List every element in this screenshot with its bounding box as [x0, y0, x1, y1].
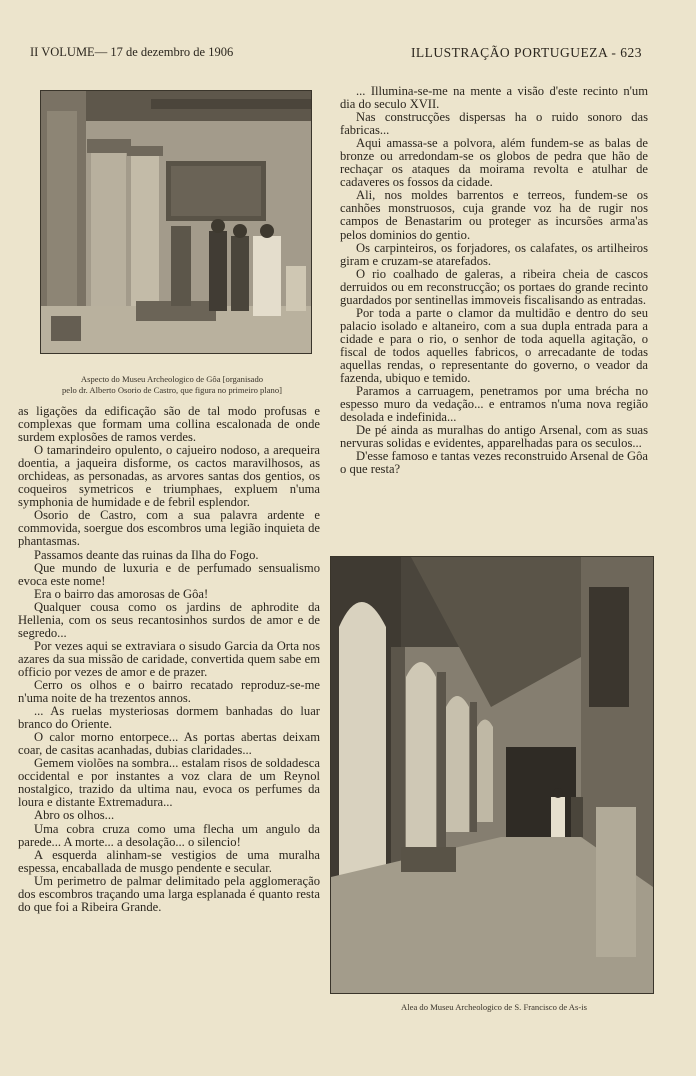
- paragraph: Aqui amassa-se a polvora, além fundem-se as balas de bronze ou arredondam-se os globos de pedra que hão de rechaçar os ataques da moirama revolta e atulhar de cadaveres os fossos da cidade.: [340, 136, 648, 190]
- paragraph: Gemem violões na sombra... estalam risos de soldadesca occidental e por instantes a voz clara de um Reynol nostalgico, trazido da ultima nau, evoca os perfumes da loura e distante Extremadura...: [18, 756, 320, 810]
- museum-interior-photo: [40, 90, 312, 354]
- paragraph: D'esse famoso e tantas vezes reconstruido Arsenal de Gôa o que resta?: [340, 449, 648, 477]
- paragraph: Osorio de Castro, com a sua palavra ardente e commovida, soergue dos escombros uma legião inquieta de phantasmas.: [18, 508, 320, 549]
- paragraph: Uma cobra cruza como uma flecha um angulo da parede... A morte... a desolação... o silencio!: [18, 821, 320, 849]
- paragraph: A esquerda alinham-se vestigios de uma muralha espessa, encaballada de musgo pendente e secular.: [18, 847, 320, 875]
- paragraph: O rio coalhado de galeras, a ribeira cheia de cascos derruidos ou em reconstrucção; os portaes do grande recinto guardados por sentinellas immoveis fiscalisando as entradas.: [340, 266, 648, 307]
- paragraph: ... As ruelas mysteriosas dormem banhadas do luar branco do Oriente.: [18, 704, 320, 732]
- bottom-photo-caption: Alea do Museu Archeologico de S. Francisco de As-is: [401, 1002, 587, 1012]
- article-right-column: [340, 85, 648, 476]
- paragraph: ... Illumina-se-me na mente a visão d'este recinto n'um dia do seculo XVII.: [340, 84, 648, 112]
- page-header: [30, 45, 642, 65]
- paragraph: Os carpinteiros, os forjadores, os calafates, os artilheiros giram e cruzam-se atarefados.: [340, 240, 648, 268]
- top-caption-line-2: pelo dr. Alberto Osorio de Castro, que figura no primeiro plano]: [61, 385, 283, 395]
- top-caption-line-1: Aspecto do Museu Archeologico de Gôa [organisado: [80, 374, 264, 384]
- magazine-title-page-number: ILLUSTRAÇÃO PORTUGUEZA - 623: [410, 45, 642, 60]
- arcade-gallery-image: [331, 557, 653, 993]
- paragraph: Passamos deante das ruinas da Ilha do Fogo.: [34, 547, 259, 562]
- paragraph: Que mundo de luxuria e de perfumado sensualismo evoca este nome!: [18, 560, 320, 588]
- paragraph: Cerro os olhos e o bairro recatado reproduz-se-me n'uma noite de ha trezentos annos.: [18, 677, 320, 706]
- paragraph: Paramos a carruagem, penetramos por uma brécha no espesso muro da vedação... e entramos n'uma nova região desolada e indefinida...: [340, 384, 648, 425]
- top-photo-caption: [18, 374, 326, 396]
- paragraph: Nas construcções dispersas ha o ruido sonoro das fabricas...: [340, 110, 648, 138]
- paragraph: O calor morno entorpece... As portas abertas deixam coar, de casitas acanhadas, dubias claridades...: [18, 730, 320, 758]
- arcade-gallery-photo: [330, 556, 654, 994]
- paragraph: Por vezes aqui se extraviara o sisudo Garcia da Orta nos azares da sua missão de caridade, convertida quem sabe em officio por vezes de amor e de prazer.: [18, 638, 320, 679]
- article-left-column: [18, 405, 320, 914]
- paragraph: Um perimetro de palmar delimitado pela agglomeração dos escombros traçando uma larga esplanada é quanto resta do que foi a Ribeira Grande.: [18, 873, 320, 914]
- volume-date: II VOLUME— 17 de dezembro de 1906: [30, 45, 234, 59]
- museum-interior-image: [41, 91, 311, 353]
- paragraph: Era o bairro das amorosas de Gôa!: [34, 586, 209, 601]
- paragraph: De pé ainda as muralhas do antigo Arsenal, com as suas nervuras solidas e evidentes, apparelhadas para os seculos...: [340, 423, 648, 451]
- paragraph: as ligações da edificação são de tal modo profusas e complexas que formam uma collina escalonada de onde surdem explosões de ramos verdes.: [18, 404, 320, 445]
- paragraph: Qualquer cousa como os jardins de aphrodite da Hellenia, com os seus recantosinhos surdos de amor e de segredo...: [18, 599, 320, 640]
- paragraph: Ali, nos moldes barrentos e terreos, fundem-se os canhões monstruosos, cuja grande voz ha de rugir nos campos de Benastarim ou proteger as incursões arma'as pelos dominios do gentio.: [340, 188, 648, 242]
- paragraph: Abro os olhos...: [34, 808, 115, 823]
- paragraph: O tamarindeiro opulento, o cajueiro nodoso, a arequeira doentia, a jaqueira disforme, os cactos maravilhosos, as orchideas, as personadas, as arvores santas dos gentios, os coqueiros symetricos e triumphaes, expluem n'uma symphonia de humidade e de febril esplendor.: [18, 443, 320, 510]
- paragraph: Por toda a parte o clamor da multidão e dentro do seu palacio isolado e altaneiro, com a sua dupla entrada para a cidade e para o rio, o senhor de toda aquella agitação, o fiscal de todos aquelles fabricos, o arrecadante de todas aquellas rendas, o representante do governo, o veador da fazenda, ubiquo e temido.: [340, 305, 648, 386]
